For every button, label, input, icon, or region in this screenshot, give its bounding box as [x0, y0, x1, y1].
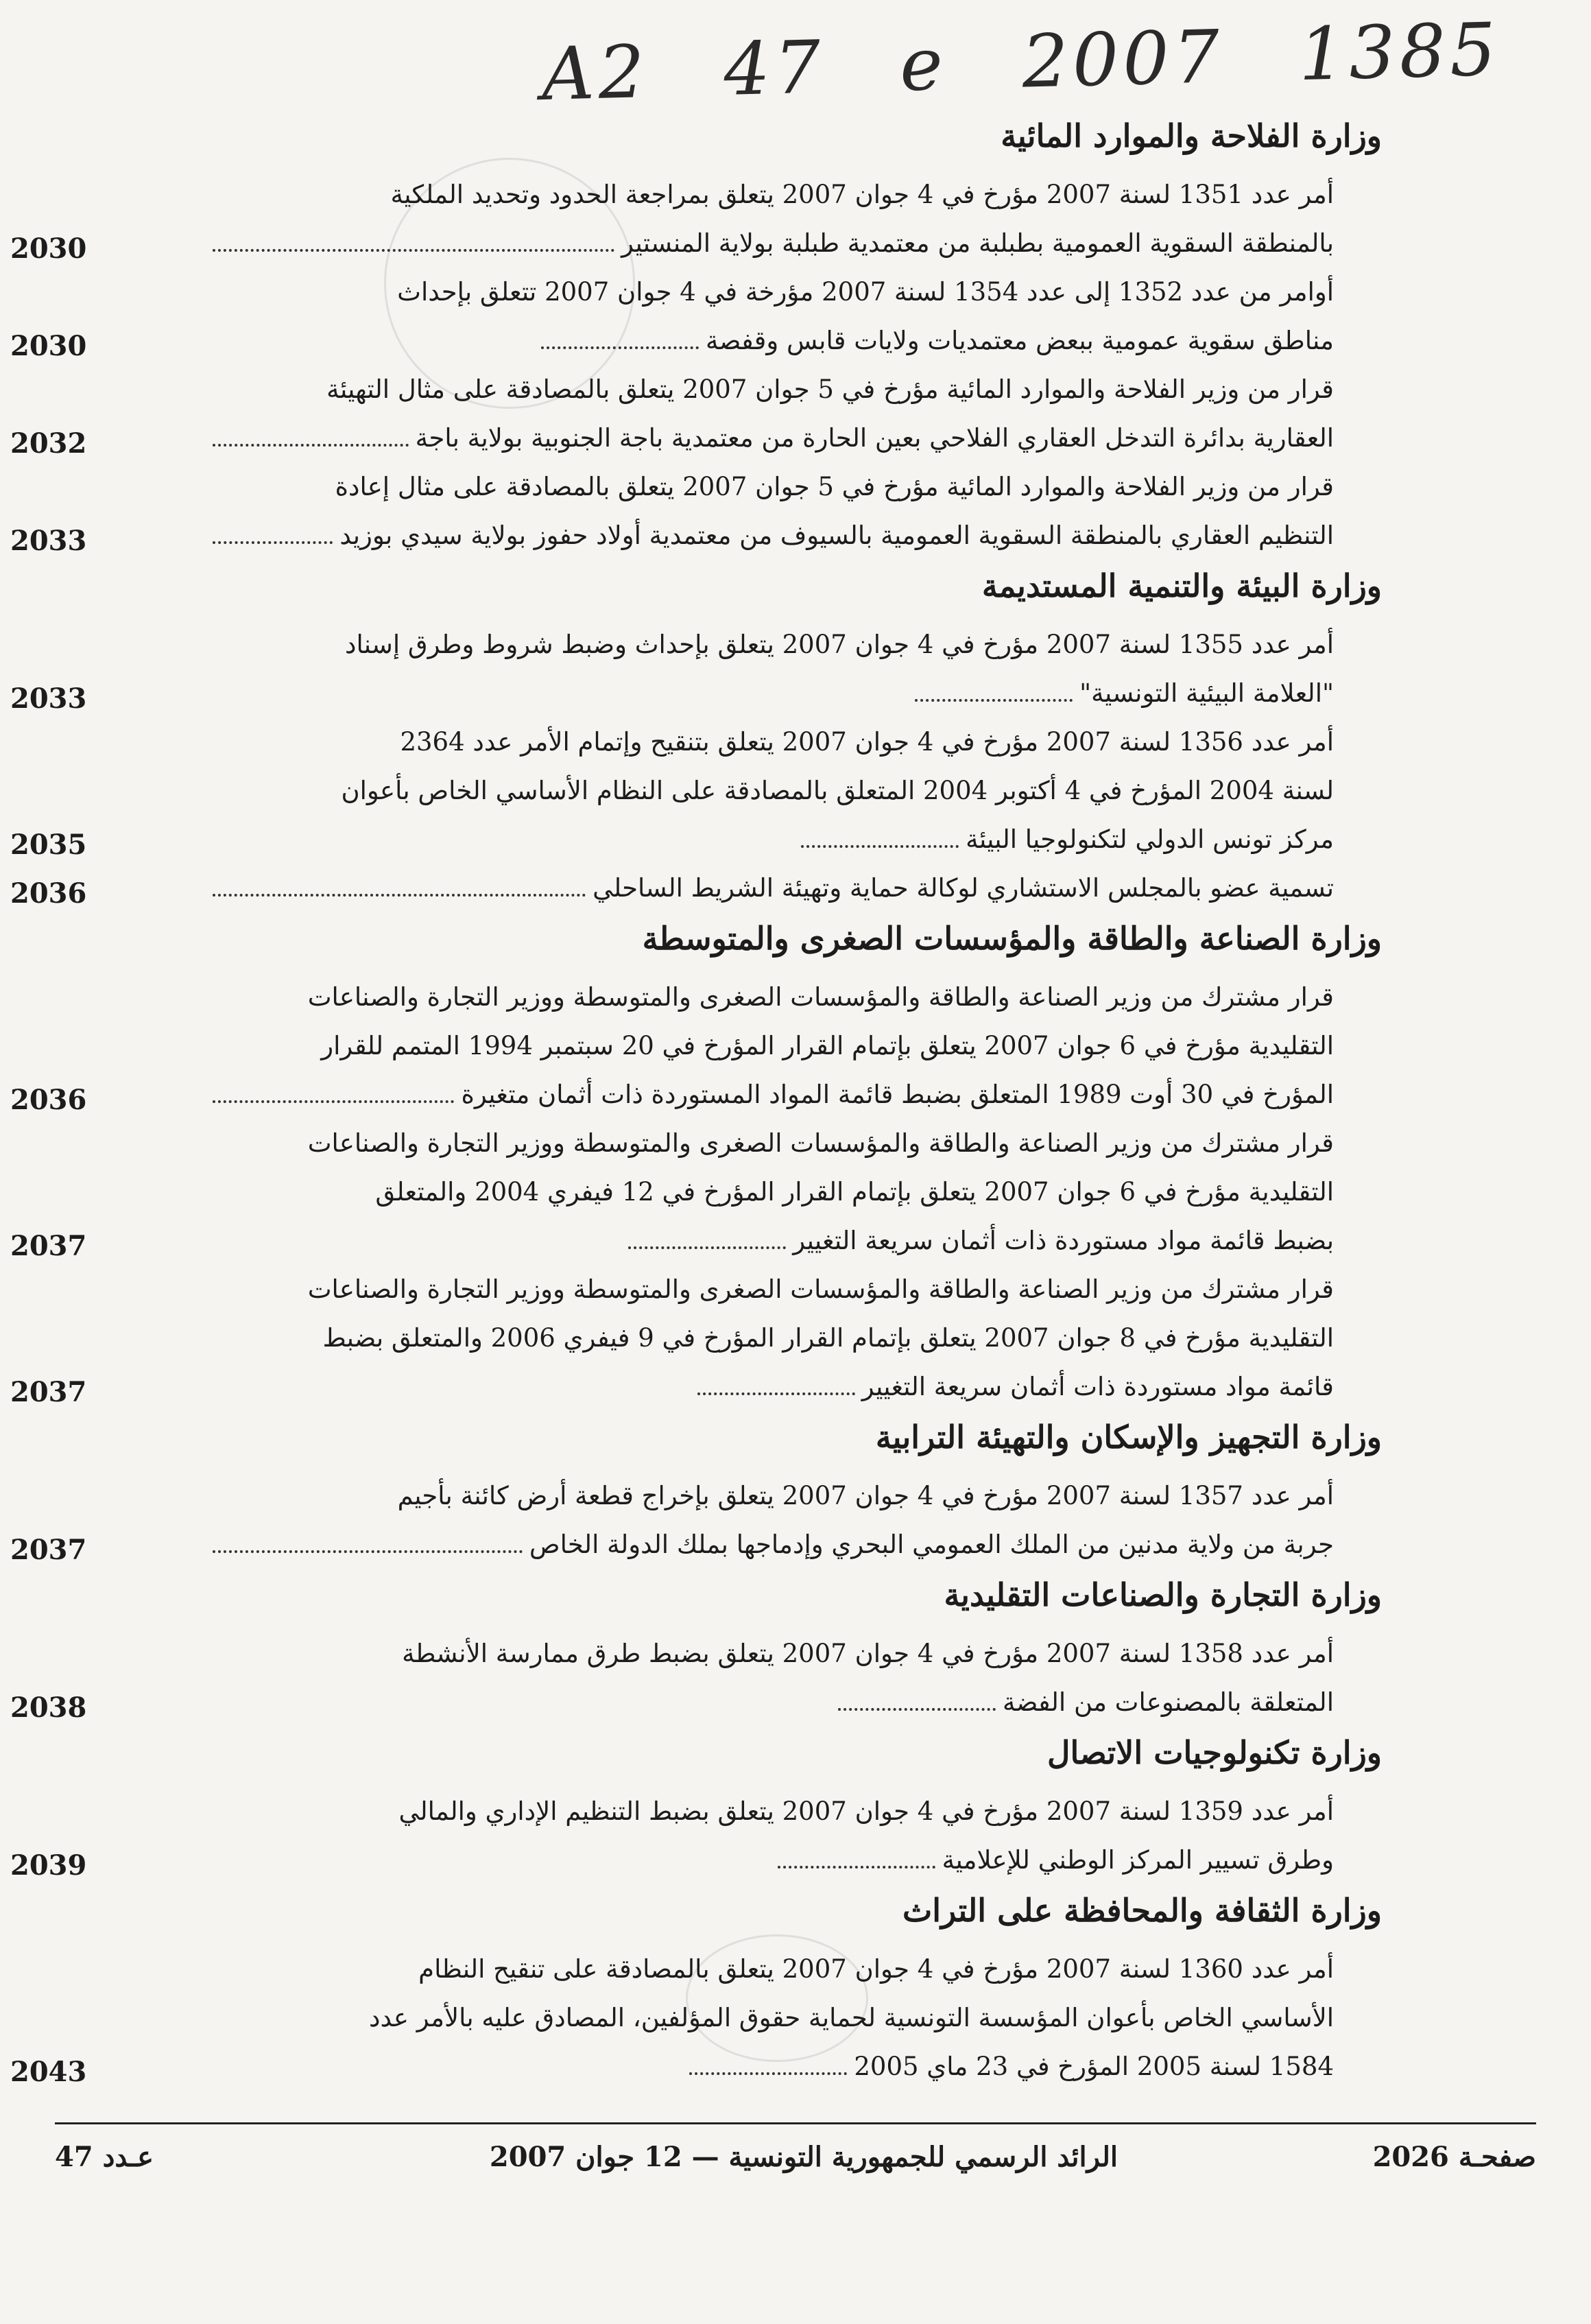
dot-leader	[915, 699, 1073, 702]
entry-last-line	[206, 864, 1334, 912]
dot-leader	[628, 1246, 786, 1249]
entry-text-line: المؤرخ في 30 أوت 1989 المتعلق بضبط قائمة المواد المستوردة ذات أثمان متغيرة	[461, 1080, 1334, 1109]
entry-text-line: أمر عدد 1358 لسنة 2007 مؤرخ في 4 جوان 2007 يتعلق بضبط طرق ممارسة الأنشطة	[402, 1639, 1334, 1668]
list-item	[10, 1945, 1382, 2091]
entry-page-number: 2030	[10, 233, 87, 265]
entry-page-number: 2036	[10, 877, 87, 910]
section-title: وزارة الفلاحة والموارد المائية	[1001, 117, 1382, 154]
entry-last-line	[206, 1836, 1334, 1884]
entry-text-line: التقليدية مؤرخ في 6 جوان 2007 يتعلق بإتمام القرار المؤرخ في 12 فيفري 2004 والمتعلق	[375, 1177, 1334, 1207]
entry-text-line: قرار من وزير الفلاحة والموارد المائية مؤرخ في 5 جوان 2007 يتعلق بالمصادقة على مثال التهيئة	[326, 375, 1334, 404]
list-item	[10, 170, 1382, 268]
dot-leader	[213, 1550, 523, 1553]
dot-leader	[697, 1392, 855, 1395]
entry-last-line	[206, 1362, 1334, 1411]
list-item	[10, 718, 1382, 864]
entry-text-line: المتعلقة بالمصنوعات من الفضة	[1002, 1687, 1334, 1717]
entry-text-line: مركز تونس الدولي لتكنولوجيا البيئة	[966, 825, 1334, 854]
dot-leader	[213, 444, 409, 447]
entry-page-number: 2032	[10, 427, 87, 460]
entry-text-line: لسنة 2004 المؤرخ في 4 أكتوبر 2004 المتعلق بالمصادقة على النظام الأساسي الخاص بأعوان	[341, 776, 1334, 805]
list-item	[10, 1265, 1382, 1411]
entry-page-number: 2039	[10, 1849, 87, 1882]
entry-text-line: أمر عدد 1357 لسنة 2007 مؤرخ في 4 جوان 2007 يتعلق بإخراج قطعة أرض كائنة بأجيم	[397, 1481, 1334, 1510]
section-title: وزارة البيئة والتنمية المستديمة	[981, 567, 1382, 604]
dot-leader	[541, 346, 699, 349]
entry-text-line: أمر عدد 1356 لسنة 2007 مؤرخ في 4 جوان 2007 يتعلق بتنقيح وإتمام الأمر عدد 2364	[400, 727, 1334, 757]
section-title: وزارة التجارة والصناعات التقليدية	[944, 1576, 1382, 1613]
entry-text-line: أمر عدد 1360 لسنة 2007 مؤرخ في 4 جوان 2007 يتعلق بالمصادقة على تنقيح النظام	[418, 1954, 1334, 1984]
issue-number: عـدد 47	[55, 2141, 154, 2173]
list-item	[10, 1119, 1382, 1265]
handwritten-token: 47	[722, 25, 826, 112]
entry-text-line: "العلامة البيئية التونسية"	[1079, 678, 1334, 708]
entry-text-line: جربة من ولاية مدنين من الملك العمومي البحري وإدماجها بملك الدولة الخاص	[529, 1530, 1334, 1559]
dot-leader	[213, 541, 333, 544]
entry-last-line	[206, 1216, 1334, 1265]
handwritten-token: 1385	[1297, 7, 1501, 97]
section-title: وزارة تكنولوجيات الاتصال	[1047, 1734, 1382, 1771]
entry-text-line: بضبط قائمة مواد مستوردة ذات أثمان سريعة التغيير	[793, 1226, 1334, 1255]
entry-page-number: 2030	[10, 330, 87, 362]
section-title: وزارة الثقافة والمحافظة على التراث	[902, 1892, 1382, 1929]
dot-leader	[838, 1708, 996, 1711]
entry-text-line: قرار مشترك من وزير الصناعة والطاقة والمؤسسات الصغرى والمتوسطة ووزير التجارة والصناعات	[307, 982, 1334, 1012]
list-item	[10, 365, 1382, 462]
entry-page-number: 2037	[10, 1376, 87, 1408]
entry-page-number: 2033	[10, 683, 87, 715]
dot-leader	[213, 249, 614, 252]
page-number-label: صفحـة 2026	[1372, 2141, 1536, 2173]
entry-text-line: التقليدية مؤرخ في 6 جوان 2007 يتعلق بإتمام القرار المؤرخ في 20 سبتمبر 1994 المتمم للقرار	[321, 1031, 1334, 1060]
list-item	[10, 268, 1382, 365]
entry-text-line: 1584 لسنة 2005 المؤرخ في 23 ماي 2005	[854, 2052, 1334, 2081]
section-title: وزارة التجهيز والإسكان والتهيئة الترابية	[875, 1419, 1382, 1456]
entry-text-line: العقارية بدائرة التدخل العقاري الفلاحي بعين الحارة من معتمدية باجة الجنوبية بولاية باجة	[415, 423, 1334, 453]
list-item	[10, 620, 1382, 718]
entry-last-line	[206, 316, 1334, 365]
entry-text-line: تسمية عضو بالمجلس الاستشاري لوكالة حماية وتهيئة الشريط الساحلي	[593, 873, 1334, 903]
page-footer	[55, 2122, 1536, 2192]
entry-text-line: بالمنطقة السقوية العمومية بطبلبة من معتمدية طبلبة بولاية المنستير	[621, 228, 1334, 258]
entry-page-number: 2037	[10, 1534, 87, 1566]
entry-last-line	[206, 219, 1334, 268]
dot-leader	[801, 845, 959, 848]
section-title: وزارة الصناعة والطاقة والمؤسسات الصغرى والمتوسطة	[642, 920, 1382, 957]
list-item	[10, 1629, 1382, 1727]
entry-page-number: 2038	[10, 1692, 87, 1724]
entry-text-line: قرار من وزير الفلاحة والموارد المائية مؤرخ في 5 جوان 2007 يتعلق بالمصادقة على مثال إعادة	[335, 472, 1334, 501]
entry-last-line	[206, 1070, 1334, 1119]
entry-last-line	[206, 1520, 1334, 1569]
entry-text-line: أمر عدد 1359 لسنة 2007 مؤرخ في 4 جوان 2007 يتعلق بضبط التنظيم الإداري والمالي	[398, 1797, 1334, 1826]
entry-last-line	[206, 1678, 1334, 1727]
entry-text-line: التنظيم العقاري بالمنطقة السقوية العمومية بالسيوف من معتمدية أولاد حفوز بولاية سيدي بوزيد	[339, 521, 1334, 550]
entry-text-line: مناطق سقوية عمومية ببعض معتمديات ولايات قابس وقفصة	[706, 326, 1334, 355]
entry-text-line: قائمة مواد مستوردة ذات أثمان سريعة التغيير	[861, 1372, 1334, 1401]
entry-page-number: 2036	[10, 1084, 87, 1116]
entry-text-line: الأساسي الخاص بأعوان المؤسسة التونسية لحماية حقوق المؤلفين، المصادق عليه بالأمر عدد	[369, 2003, 1334, 2032]
list-item	[10, 973, 1382, 1119]
entry-page-number: 2035	[10, 829, 87, 861]
handwritten-token: 2007	[1020, 14, 1225, 104]
handwritten-token: e	[898, 21, 948, 108]
entry-text-line: أوامر من عدد 1352 إلى عدد 1354 لسنة 2007 مؤرخة في 4 جوان 2007 تتعلق بإحداث	[397, 277, 1334, 307]
entry-last-line	[206, 2042, 1334, 2091]
entry-text-line: أمر عدد 1355 لسنة 2007 مؤرخ في 4 جوان 2007 يتعلق بإحداث وضبط شروط وطرق إسناد	[344, 630, 1334, 659]
dot-leader	[778, 1866, 935, 1869]
entry-page-number: 2037	[10, 1230, 87, 1262]
entry-text-line: قرار مشترك من وزير الصناعة والطاقة والمؤسسات الصغرى والمتوسطة ووزير التجارة والصناعات	[307, 1274, 1334, 1304]
entry-text-line: وطرق تسيير المركز الوطني للإعلامية	[942, 1845, 1334, 1875]
entry-text-line: قرار مشترك من وزير الصناعة والطاقة والمؤسسات الصغرى والمتوسطة ووزير التجارة والصناعات	[307, 1128, 1334, 1158]
list-item	[10, 864, 1382, 912]
list-item	[10, 1471, 1382, 1569]
entry-text-line: التقليدية مؤرخ في 8 جوان 2007 يتعلق بإتمام القرار المؤرخ في 9 فيفري 2006 والمتعلق بضبط	[322, 1323, 1334, 1353]
table-of-contents	[10, 110, 1382, 2091]
list-item	[10, 462, 1382, 560]
entry-page-number: 2033	[10, 525, 87, 557]
entry-page-number: 2043	[10, 2056, 87, 2088]
dot-leader	[213, 1100, 454, 1103]
handwritten-token: A2	[540, 29, 650, 117]
entry-last-line	[206, 511, 1334, 560]
entry-last-line	[206, 815, 1334, 864]
list-item	[10, 1787, 1382, 1884]
publication-title: الرائد الرسمي للجمهورية التونسية — 12 جوان 2007	[489, 2141, 1118, 2173]
entry-last-line	[206, 414, 1334, 462]
entry-text-line: أمر عدد 1351 لسنة 2007 مؤرخ في 4 جوان 2007 يتعلق بمراجعة الحدود وتحديد الملكية	[390, 180, 1334, 209]
entry-last-line	[206, 669, 1334, 718]
dot-leader	[213, 894, 586, 897]
dot-leader	[689, 2072, 847, 2075]
